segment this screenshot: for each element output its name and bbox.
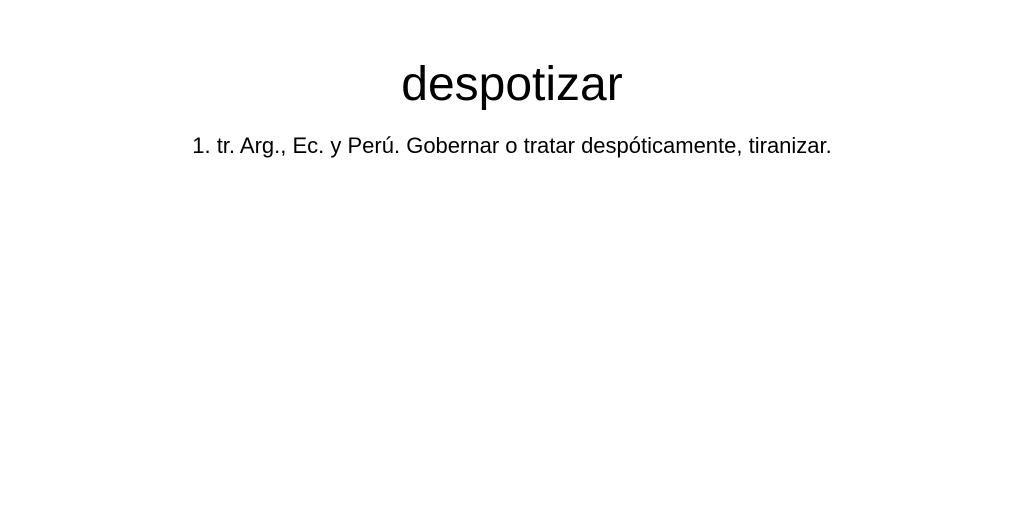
entry-headword: despotizar <box>401 58 623 111</box>
entry-definition: 1. tr. Arg., Ec. y Perú. Gobernar o tratar despóticamente, tiranizar. <box>192 133 832 158</box>
